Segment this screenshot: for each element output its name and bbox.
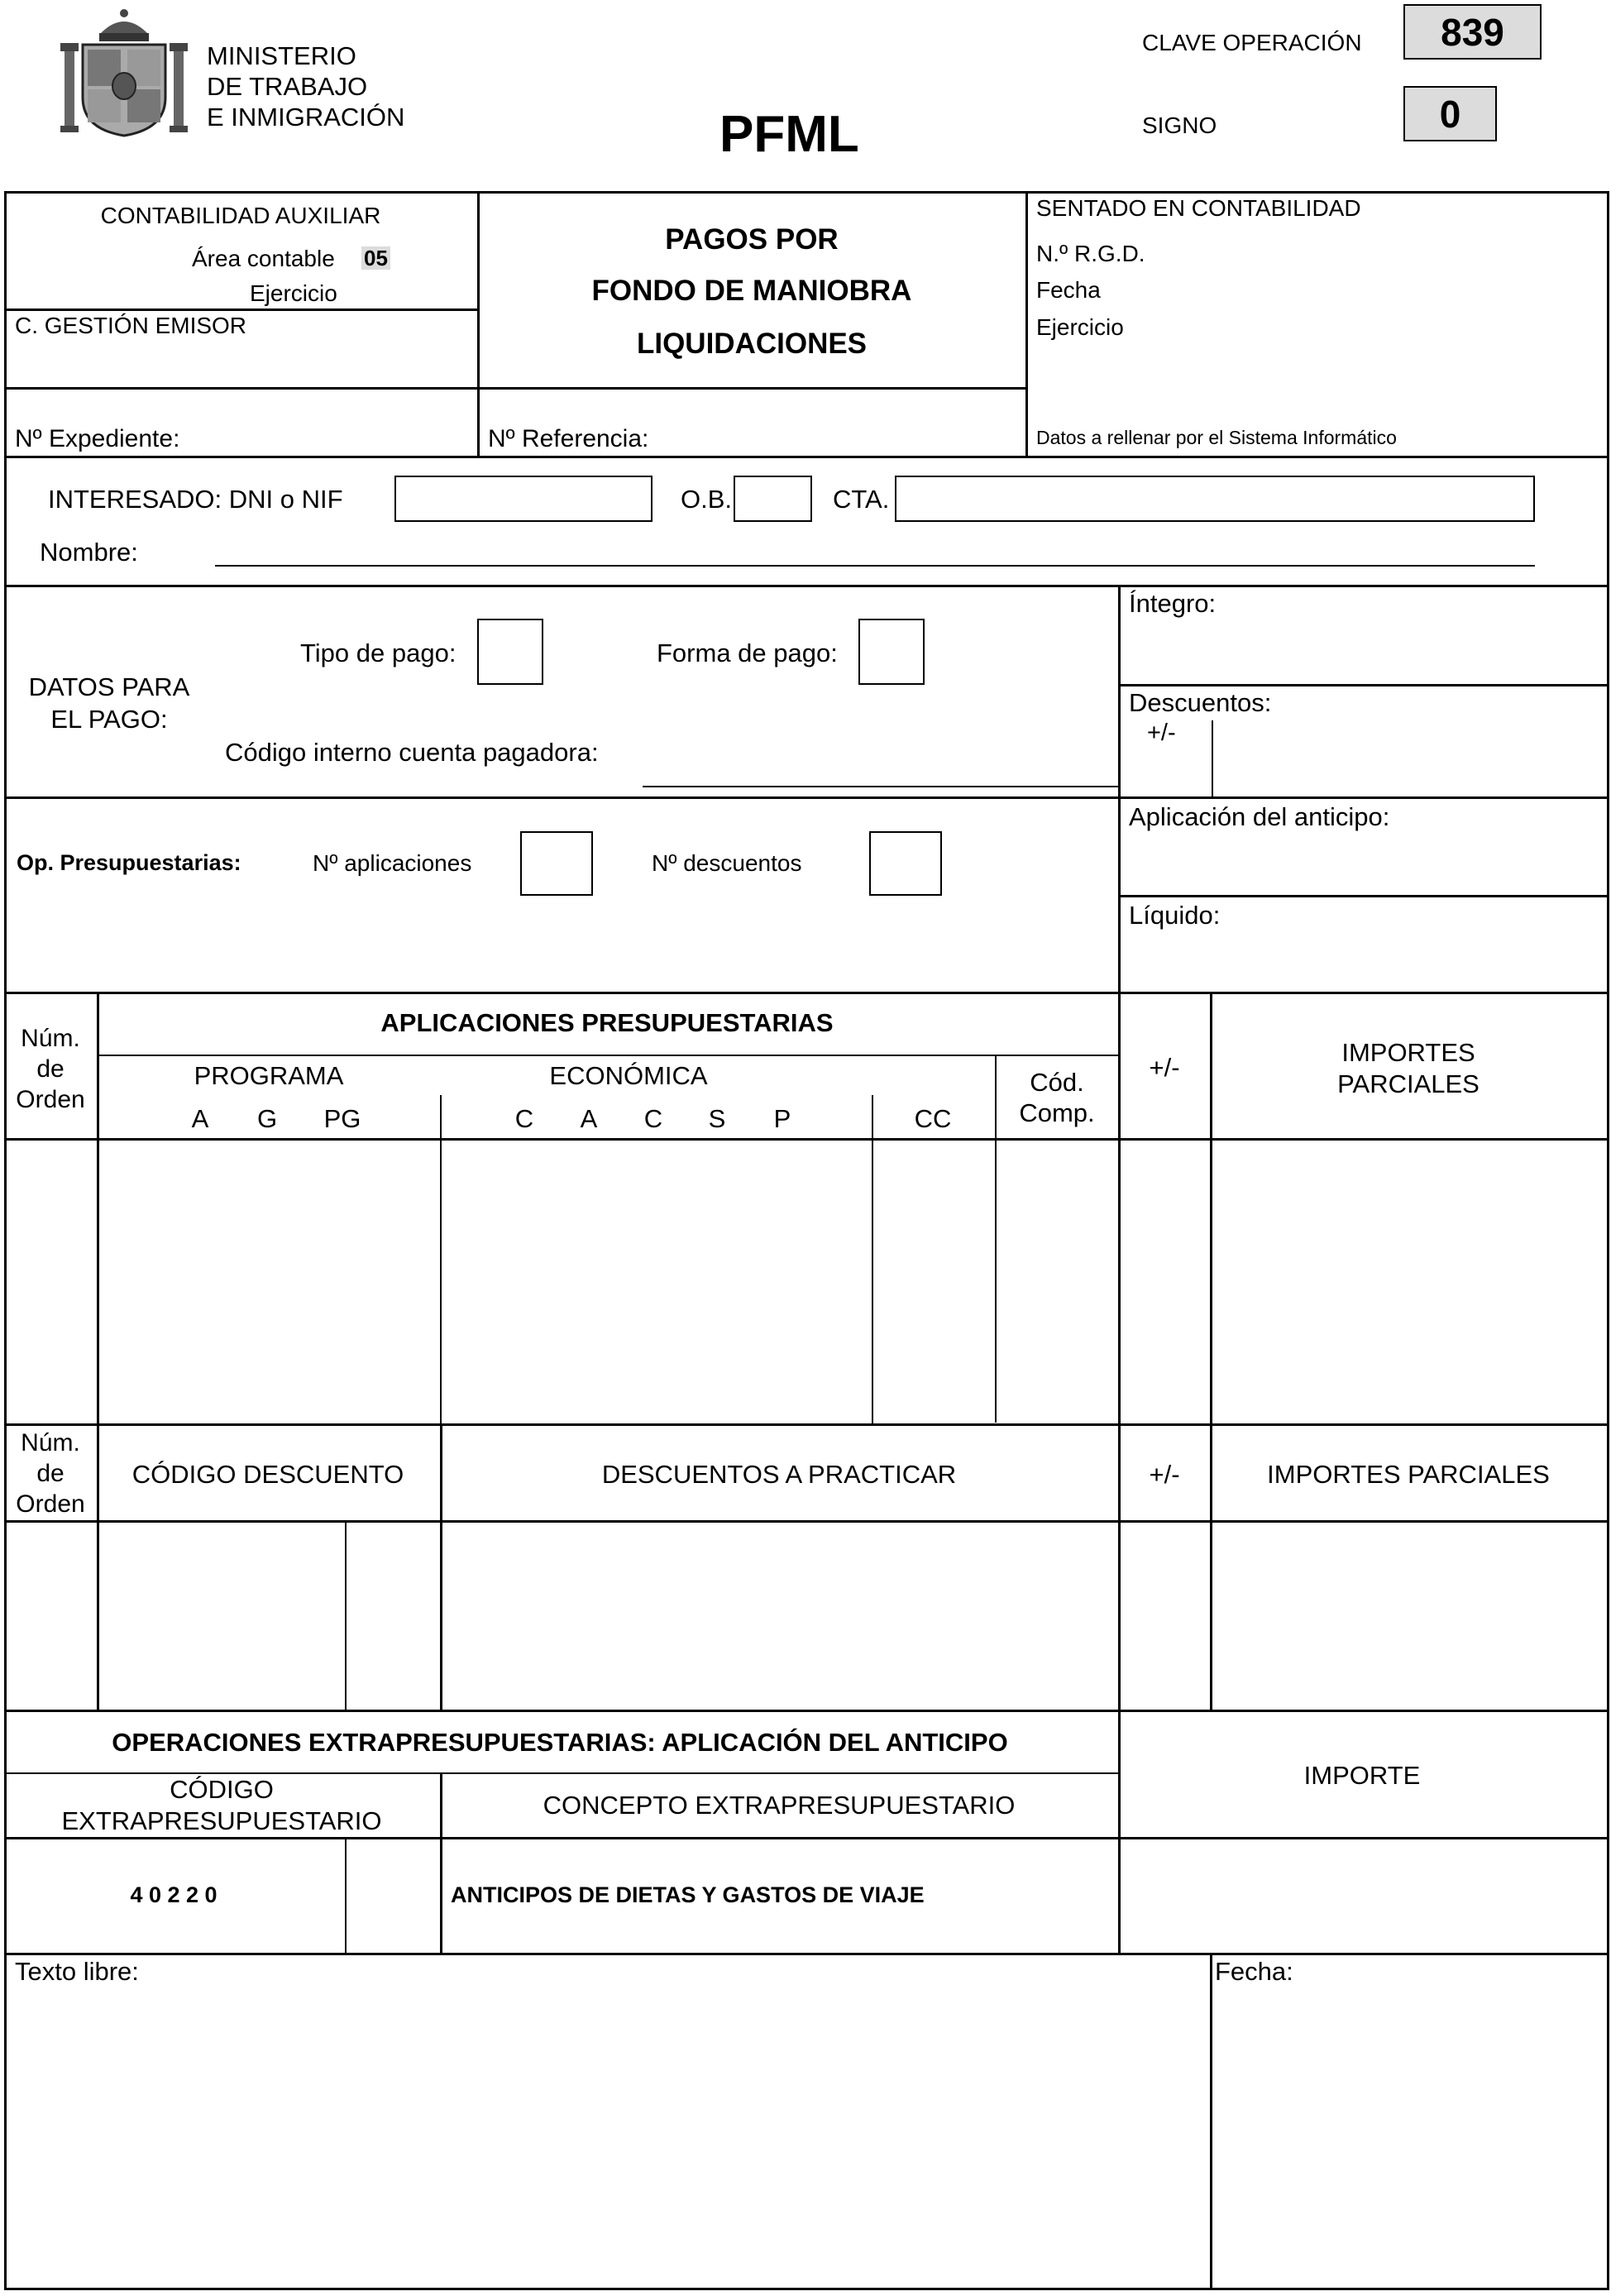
line [1118, 684, 1609, 686]
extrapres-concept-value: ANTICIPOS DE DIETAS Y GASTOS DE VIAJE [451, 1882, 925, 1907]
line [477, 191, 480, 457]
line [97, 1055, 1118, 1056]
dni-nif-field[interactable] [394, 476, 653, 522]
coat-of-arms-icon [58, 7, 190, 139]
op-presupuestarias-label: Op. Presupuestarias: [17, 850, 241, 875]
line [345, 1837, 347, 1953]
clave-operacion-label: CLAVE OPERACIÓN [1142, 30, 1362, 55]
programa-label: PROGRAMA [194, 1061, 344, 1090]
line [4, 387, 1028, 390]
nombre-line[interactable] [215, 565, 1535, 567]
referencia-label: Nº Referencia: [488, 425, 649, 452]
datos-pago-line-2: EL PAGO: [50, 705, 168, 734]
codigo-extrapres-line-2: EXTRAPRESUPUESTARIO [61, 1806, 382, 1835]
line [1607, 191, 1609, 2290]
tipo-pago-field[interactable] [477, 619, 543, 685]
signo-label: SIGNO [1142, 112, 1217, 138]
line [4, 1138, 1609, 1141]
line [4, 1837, 1609, 1839]
codigo-extrapres-line-1: CÓDIGO [170, 1775, 274, 1804]
aplicacion-anticipo-label: Aplicación del anticipo: [1129, 802, 1390, 831]
line [440, 1095, 442, 1423]
importes-parciales-line-1: IMPORTES [1341, 1038, 1475, 1067]
aplicaciones-title: APLICACIONES PRESUPUESTARIAS [380, 1008, 834, 1037]
nombre-label: Nombre: [40, 538, 138, 567]
num-orden-line-3: Orden [16, 1086, 85, 1113]
extrapresupuestarias-title: OPERACIONES EXTRAPRESUPUESTARIAS: APLICACIÓN DEL ANTICIPO [112, 1728, 1008, 1757]
line [4, 2288, 1609, 2290]
importes-parciales-line-2: PARCIALES [1337, 1069, 1480, 1098]
signo-value: 0 [1403, 86, 1497, 141]
n-descuentos-label: Nº descuentos [652, 850, 802, 876]
contabilidad-auxiliar-label: CONTABILIDAD AUXILIAR [100, 203, 381, 228]
codigo-cuenta-line[interactable] [643, 786, 1118, 787]
line [995, 1055, 997, 1423]
line [440, 1772, 442, 1954]
n-aplicaciones-label: Nº aplicaciones [313, 850, 472, 876]
line [872, 1095, 873, 1423]
sentado-contabilidad-label: SENTADO EN CONTABILIDAD [1036, 195, 1361, 221]
desc-num-orden-line-3: Orden [16, 1490, 85, 1518]
line [1210, 992, 1212, 1711]
datos-pago-line-1: DATOS PARA [28, 672, 190, 701]
integro-label: Íntegro: [1129, 589, 1217, 618]
descuentos-sign: +/- [1149, 1460, 1180, 1489]
line [97, 992, 99, 1711]
extrapres-code-value: 4 0 2 2 0 [130, 1882, 218, 1907]
cod-comp-line-2: Comp. [1019, 1098, 1095, 1127]
expediente-label: Nº Expediente: [15, 425, 180, 452]
line [4, 1772, 1118, 1774]
texto-libre-label: Texto libre: [15, 1957, 139, 1986]
num-orden-line-2: de [36, 1055, 65, 1083]
eco-col-s: S [708, 1104, 726, 1133]
prog-col-g: G [256, 1104, 278, 1133]
form-title-line-1: PAGOS POR [665, 223, 839, 256]
line [1025, 191, 1028, 457]
descuentos-practicar-label: DESCUENTOS A PRACTICAR [601, 1460, 957, 1489]
eco-col-p: P [773, 1104, 791, 1133]
desc-num-orden-line-1: Núm. [21, 1429, 80, 1457]
cod-comp-line-1: Cód. [1030, 1068, 1084, 1097]
line [4, 796, 1609, 799]
aplicaciones-sign: +/- [1149, 1053, 1180, 1082]
clave-operacion-value: 839 [1403, 4, 1542, 60]
tipo-pago-label: Tipo de pago: [300, 639, 457, 667]
n-descuentos-field[interactable] [869, 831, 942, 896]
line [4, 1520, 1609, 1523]
cc-label: CC [914, 1104, 952, 1133]
line [4, 191, 1609, 194]
liquido-label: Líquido: [1129, 901, 1221, 930]
eco-col-c: C [514, 1104, 534, 1133]
fecha-footer-label: Fecha: [1215, 1957, 1293, 1986]
prog-col-pg: PG [323, 1104, 361, 1133]
descuentos-importes-label: IMPORTES PARCIALES [1267, 1460, 1550, 1489]
line [345, 1520, 347, 1710]
rgd-label: N.º R.G.D. [1036, 241, 1145, 266]
form-code: PFML [719, 106, 859, 163]
cta-field[interactable] [895, 476, 1535, 522]
ministry-line-1: MINISTERIO [207, 41, 356, 70]
ministry-line-2: DE TRABAJO [207, 72, 368, 101]
eco-col-c2: C [643, 1104, 663, 1133]
cta-label: CTA. [833, 485, 890, 514]
forma-pago-label: Forma de pago: [657, 639, 838, 667]
line [4, 191, 7, 2290]
line [4, 585, 1609, 587]
importe-label: IMPORTE [1303, 1761, 1421, 1790]
line [4, 1710, 1609, 1712]
area-contable-value: 05 [361, 246, 390, 270]
line [4, 1953, 1609, 1955]
economica-label: ECONÓMICA [549, 1061, 708, 1090]
ob-label: O.B. [681, 485, 733, 514]
desc-num-orden-line-2: de [36, 1460, 65, 1487]
ministry-line-3: E INMIGRACIÓN [207, 103, 405, 132]
descuentos-label: Descuentos: [1129, 688, 1272, 717]
line [1118, 992, 1121, 1953]
fecha-contable-label: Fecha [1036, 277, 1101, 303]
line [4, 1423, 1609, 1426]
line [1118, 895, 1609, 897]
form-title-line-2: FONDO DE MANIOBRA [591, 275, 912, 307]
codigo-descuento-label: CÓDIGO DESCUENTO [131, 1460, 404, 1489]
concepto-extrapres-label: CONCEPTO EXTRAPRESUPUESTARIO [543, 1791, 1016, 1820]
descuentos-sign: +/- [1147, 720, 1176, 746]
line [4, 309, 478, 311]
ejercicio-label: Ejercicio [250, 280, 337, 306]
line [1210, 1953, 1212, 2290]
line [1212, 720, 1213, 798]
line [440, 1423, 442, 1711]
gestion-emisor-label: C. GESTIÓN EMISOR [15, 313, 247, 338]
num-orden-line-1: Núm. [21, 1025, 80, 1052]
forma-pago-field[interactable] [858, 619, 925, 685]
ejercicio-contable-label: Ejercicio [1036, 314, 1124, 340]
datos-sistema-label: Datos a rellenar por el Sistema Informático [1036, 427, 1397, 448]
ob-field[interactable] [734, 476, 812, 522]
codigo-cuenta-label: Código interno cuenta pagadora: [225, 738, 599, 767]
eco-col-a: A [580, 1104, 598, 1133]
form-title-line-3: LIQUIDACIONES [636, 328, 868, 360]
line [4, 456, 1609, 458]
line [4, 992, 1609, 994]
area-contable-label: Área contable [192, 246, 335, 271]
dni-nif-label: INTERESADO: DNI o NIF [48, 485, 343, 514]
prog-col-a: A [191, 1104, 209, 1133]
n-aplicaciones-field[interactable] [520, 831, 593, 896]
